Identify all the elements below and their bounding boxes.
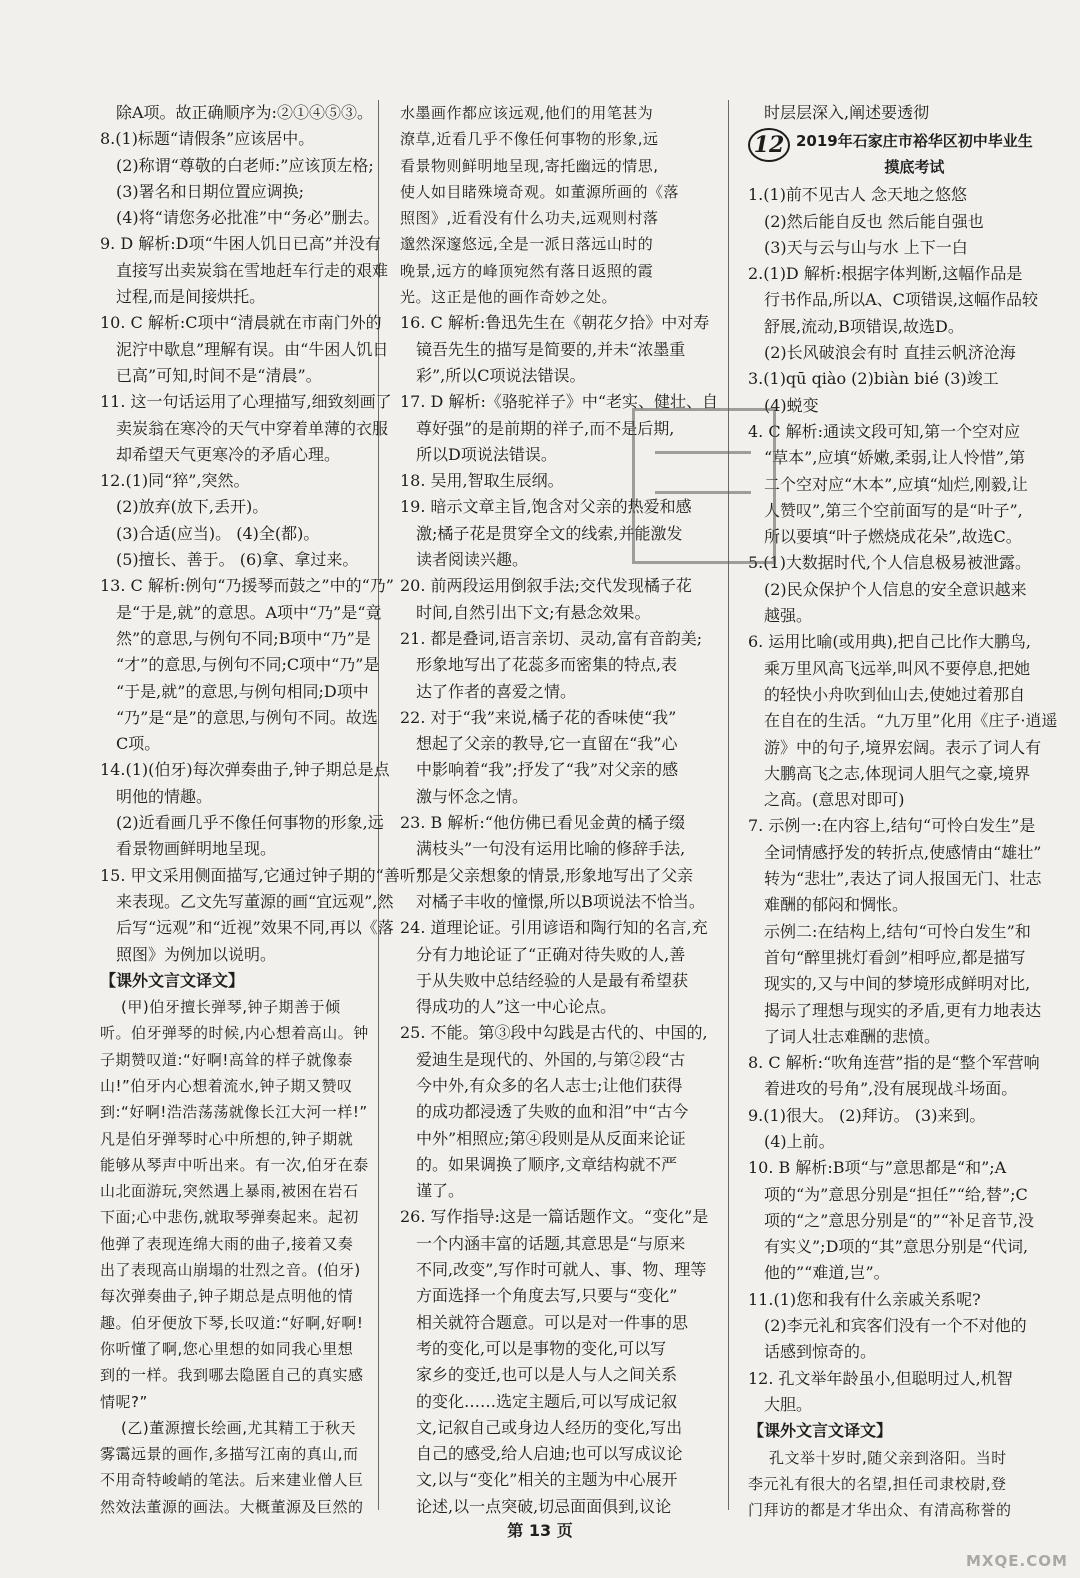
- text-line: 激与怀念之情。: [416, 786, 529, 806]
- text-line: (3)天与云与山与水 上下一白: [764, 237, 968, 257]
- text-line: 全词情感抒发的转折点,使感情由“雄壮”: [764, 842, 1042, 862]
- column-divider: [378, 100, 379, 1510]
- text-line: 照图》,近看没有什么功夫,远观则村落: [400, 209, 659, 228]
- text-line: 1.(1)前不见古人 念天地之悠悠: [748, 185, 968, 205]
- text-line: 23. B 解析:“他仿佛已看见金黄的橘子缀: [400, 813, 685, 833]
- text-line: 大胆。: [764, 1394, 813, 1414]
- text-line: 山北面游玩,突然遇上暴雨,被困在岩石: [100, 1182, 359, 1201]
- text-line: 的轻快小舟吹到仙山去,使她过着那自: [764, 684, 1026, 704]
- text-line: 26. 写作指导:这是一篇话题作文。“变化”是: [400, 1207, 709, 1227]
- text-line: 他的”“难道,岂”。: [764, 1263, 890, 1283]
- text-line: 邈然深邃悠远,全是一派日落远山时的: [400, 235, 654, 254]
- text-line: 游》中的句子,境界宏阔。表示了词人有: [764, 737, 1042, 757]
- text-line: (乙)董源擅长绘画,尤其精工于秋天: [121, 1418, 356, 1437]
- text-line: 20. 前两段运用倒叙手法;交代发现橘子花: [400, 576, 692, 596]
- text-line: 乘万里风高飞远举,叫风不要停息,把她: [764, 658, 1031, 678]
- text-line: 有实义”;D项的“其”意思分别是“代词,: [764, 1237, 1029, 1257]
- text-line: 文,以与“变化”相关的主题为中心展开: [416, 1470, 678, 1490]
- text-line: 【课外文言文译文】: [100, 970, 245, 990]
- text-line: 时层层深入,阐述要透彻: [764, 103, 930, 122]
- text-line: 然”的意思,与例句不同;B项中“乃”是: [116, 628, 371, 648]
- text-line: 了词人壮志难酬的悲愤。: [764, 1026, 941, 1046]
- text-line: 13. C 解析:例句“乃援琴而鼓之”中的“乃”: [100, 576, 394, 596]
- text-line: 论述,以一点突破,切忌面面俱到,议论: [416, 1496, 672, 1516]
- text-line: 下面;心中悲伤,就取琴弹奏起来。起初: [100, 1208, 359, 1227]
- text-line: 泥泞中歇息”理解有误。由“牛困人饥日: [116, 339, 389, 359]
- text-line: 谨了。: [416, 1181, 465, 1201]
- text-line: 12.(1)同“猝”,突然。: [100, 471, 250, 491]
- text-line: 每次弹奏曲子,钟子期总是点明他的情: [100, 1287, 354, 1306]
- text-line: 达了作者的喜爱之情。: [416, 681, 577, 701]
- column-right: [748, 100, 1058, 1523]
- text-line: 明他的情趣。: [116, 786, 213, 806]
- text-line: 门拜访的都是才华出众、有清高称誉的: [748, 1501, 1012, 1520]
- text-line: 过程,而是间接烘托。: [116, 287, 266, 307]
- watermark-url: MXQE.COM: [966, 1552, 1068, 1570]
- text-line: 9.(1)很大。 (2)拜访。 (3)来到。: [748, 1105, 986, 1125]
- text-line: 的变化……选定主题后,可以写成记叙: [416, 1391, 678, 1411]
- text-line: 【课外文言文译文】: [748, 1421, 893, 1441]
- text-line: 水墨画作都应该远观,他们的用笔甚为: [400, 104, 654, 122]
- text-line: 出了表现高山崩塌的壮烈之音。(伯牙): [100, 1261, 361, 1280]
- text-line: 彩”,所以C项说法错误。: [416, 365, 586, 385]
- text-line: 12. 孔文举年龄虽小,但聪明过人,机智: [748, 1368, 1013, 1388]
- text-line: 项的“为”意思分别是“担任”“给,替”;C: [764, 1184, 1028, 1204]
- exam-heading: [748, 128, 1038, 180]
- text-line: 今中外,有众多的名人志士;让他们获得: [416, 1075, 683, 1095]
- text-line: (2)长风破浪会有时 直挂云帆济沧海: [764, 343, 1016, 363]
- text-line: 读者阅读兴趣。: [416, 550, 529, 570]
- text-line: 中外”相照应;第④段则是从反面来论证: [416, 1128, 686, 1148]
- text-line: 5.(1)大数据时代,个人信息极易被泄露。: [748, 553, 1032, 573]
- text-line: 孔文举十岁时,随父亲到洛阳。当时: [769, 1448, 1007, 1467]
- text-line: 15. 甲文采用侧面描写,它通过钟子期的“善听”: [100, 865, 424, 885]
- text-line: (2)称谓“尊敬的白老师:”应该顶左格;: [116, 155, 374, 175]
- text-line: 着进攻的号角”,没有展现战斗场面。: [764, 1079, 1018, 1099]
- text-line: (2)李元礼和宾客们没有一个不对他的: [764, 1316, 1027, 1336]
- text-line: 到:“好啊!浩浩荡荡就像长江大河一样!”: [100, 1103, 368, 1122]
- text-line: 后写“远观”和“近视”效果不同,再以《落: [116, 918, 394, 938]
- text-line: 文,记叙自己或身边人经历的变化,写出: [416, 1417, 683, 1437]
- text-line: 3.(1)qū qiào (2)biàn bié (3)竣工: [748, 369, 999, 389]
- text-line: 24. 道理论证。引用谚语和陶行知的名言,充: [400, 918, 708, 938]
- text-line: 9. D 解析:D项“牛困人饥日已高”并没有: [100, 234, 381, 254]
- exam-title-line-2: 摸底考试: [884, 158, 945, 177]
- text-line: 使人如目睹殊境奇观。如董源所画的《落: [400, 182, 680, 201]
- text-line: (2)民众保护个人信息的安全意识越来: [764, 579, 1027, 599]
- text-line: 镜吾先生的描写是简要的,并未“浓墨重: [416, 339, 686, 359]
- text-line: 尊好强”的是前期的祥子,而不是后期,: [416, 418, 675, 438]
- text-line: (2)放弃(放下,丢开)。: [116, 497, 269, 517]
- text-line: 激;橘子花是贯穿全文的线索,并能激发: [416, 523, 683, 543]
- text-line: “于是,就”的意思,与例句相同;D项中: [116, 681, 369, 701]
- text-line: 得成功的人”这一中心论点。: [416, 997, 617, 1017]
- text-line: 难酬的郁闷和惆怅。: [764, 895, 909, 915]
- column-divider: [728, 100, 729, 1510]
- text-line: 看景物画鲜明地呈现。: [116, 839, 277, 859]
- text-line: 11.(1)您和我有什么亲戚关系呢?: [748, 1289, 981, 1309]
- text-line: 是“于是,就”的意思。A项中“乃”是“竟: [116, 602, 382, 622]
- column-right-answers: [748, 182, 1058, 1523]
- text-line: 对橘子丰收的憧憬,所以B项说法不恰当。: [416, 891, 705, 911]
- text-line: 雾霭远景的画作,多描写江南的真山,而: [100, 1445, 359, 1464]
- text-line: 他弹了表现连绵大雨的曲子,接着又奏: [100, 1234, 354, 1253]
- text-line: 首句“醉里挑灯看剑”相呼应,都是描写: [764, 947, 1026, 967]
- text-line: 项的“之”意思分别是“的”“补足音节,没: [764, 1210, 1034, 1230]
- text-line: (甲)伯牙擅长弹琴,钟子期善于倾: [121, 998, 341, 1017]
- text-line: 4. C 解析:通读文段可知,第一个空对应: [748, 421, 1021, 441]
- text-line: 17. D 解析:《骆驼祥子》中“老实、健壮、自: [400, 392, 719, 412]
- text-line: C项。: [116, 734, 161, 754]
- text-line: (4)蜕变: [764, 395, 819, 415]
- text-line: 揭示了理想与现实的矛盾,更有力地表达: [764, 1000, 1042, 1020]
- text-line: 然效法董源的画法。大概董源及巨然的: [100, 1497, 364, 1516]
- text-line: 到的一样。我到哪去隐匿自己的真实感: [100, 1366, 364, 1385]
- stamp-mark: [632, 408, 776, 564]
- watermark-logo: [892, 1500, 1052, 1550]
- text-line: 李元礼有很大的名望,担任司隶校尉,登: [748, 1474, 1007, 1493]
- text-line: 爱迪生是现代的、外国的,与第②段“古: [416, 1049, 686, 1069]
- text-line: 不用奇特峻峭的笔法。后来建业僧人巨: [100, 1471, 364, 1490]
- text-line: 凡是伯牙弹琴时心中所想的,钟子期就: [100, 1129, 354, 1148]
- text-line: 10. C 解析:C项中“清晨就在市南门外的: [100, 313, 382, 333]
- text-line: 25. 不能。第③段中勾践是古代的、中国的,: [400, 1023, 708, 1043]
- text-line: (3)合适(应当)。 (4)全(都)。: [116, 523, 320, 543]
- text-line: 2.(1)D 解析:根据字体判断,这幅作品是: [748, 264, 1023, 284]
- text-line: 人赞叹”,第三个空前面写的是“叶子”,: [764, 500, 1023, 520]
- text-line: 想起了父亲的教导,它一直留在“我”心: [416, 734, 678, 754]
- text-line: 山!”伯牙内心想着流水,钟子期又赞叹: [100, 1076, 353, 1095]
- text-line: 7. 示例一:在内容上,结句“可怜白发生”是: [748, 816, 1036, 836]
- text-line: 于从失败中总结经验的人是最有希望获: [416, 970, 689, 990]
- text-line: 示例二:在结构上,结句“可怜白发生”和: [764, 921, 1031, 941]
- text-line: “才”的意思,与例句不同;C项中“乃”是: [116, 655, 380, 675]
- text-line: 情呢?”: [100, 1392, 148, 1411]
- text-line: 行书作品,所以A、C项错误,这幅作品较: [764, 290, 1038, 310]
- text-line: 舒展,流动,B项错误,故选D。: [764, 316, 964, 336]
- text-line: 却希望天气更寒冷的矛盾心理。: [116, 444, 341, 464]
- text-line: 家乡的变迁,也可以是人与人之间关系: [416, 1365, 678, 1385]
- text-line: 听。伯牙弹琴的时候,内心想着高山。钟: [100, 1024, 369, 1043]
- text-line: 21. 都是叠词,语言亲切、灵动,富有音韵美;: [400, 628, 703, 648]
- text-line: 8.(1)标题“请假条”应该居中。: [100, 129, 315, 149]
- text-line: 子期赞叹道:“好啊!高耸的样子就像泰: [100, 1050, 353, 1069]
- text-line: 晚景,远方的峰顶宛然有落日返照的霞: [400, 261, 654, 280]
- text-line: (2)然后能自反也 然后能自强也: [764, 211, 984, 231]
- text-line: (3)署名和日期位置应调换;: [116, 181, 305, 201]
- text-line: 话感到惊奇的。: [764, 1342, 877, 1362]
- text-line: 直接写出卖炭翁在雪地赶车行走的艰难: [116, 260, 389, 280]
- text-line: 卖炭翁在寒冷的天气中穿着单薄的衣服: [116, 418, 389, 438]
- text-line: (2)近看画几乎不像任何事物的形象,远: [116, 813, 384, 833]
- text-line: 看景物则鲜明地呈现,寄托幽远的情思,: [400, 156, 659, 175]
- text-line: 方面选择一个角度去写,只要与“变化”: [416, 1286, 678, 1306]
- text-line: 时间,自然引出下文;有悬念效果。: [416, 602, 651, 622]
- text-line: 趣。伯牙便放下琴,长叹道:“好啊,好啊!: [100, 1313, 364, 1332]
- text-line: 考的变化,可以是事物的变化,可以写: [416, 1338, 667, 1358]
- column-middle: [400, 100, 719, 1520]
- text-line: 满枝头”一句没有运用比喻的修辞手法,: [416, 839, 686, 859]
- text-line: 18. 吴用,智取生辰纲。: [400, 471, 564, 491]
- text-line: 在自在的生活。“九万里”化用《庄子·逍遥: [764, 711, 1058, 731]
- text-line: 10. B 解析:B项“与”意思都是“和”;A: [748, 1158, 1007, 1178]
- text-line: 形象地写出了花蕊多而密集的特点,表: [416, 655, 678, 675]
- text-line: (4)将“请您务必批准”中“务必”删去。: [116, 208, 380, 228]
- text-line: 一个内涵丰富的话题,其意思是“与原来: [416, 1233, 686, 1253]
- text-line: 潦草,近看几乎不像任何事物的形象,远: [400, 130, 659, 149]
- text-line: 19. 暗示文章主旨,饱含对父亲的热爱和感: [400, 497, 692, 517]
- text-line: 的成功都浸透了失败的血和泪”中“古今: [416, 1102, 689, 1122]
- text-line: 相关就符合题意。可以是对一件事的思: [416, 1312, 689, 1332]
- text-line: 现实的,又与中间的梦境形成鲜明对比,: [764, 974, 1031, 994]
- text-line: 之高。(意思对即可): [764, 790, 905, 810]
- text-line: 14.(1)(伯牙)每次弹奏曲子,钟子期总是点: [100, 760, 390, 780]
- text-line: “乃”是“是”的意思,与例句不同。故选: [116, 707, 378, 727]
- text-line: 6. 运用比喻(或用典),把自己比作大鹏鸟,: [748, 632, 1032, 652]
- text-line: 那是父亲想象的情景,形象地写出了父亲: [416, 865, 694, 885]
- text-line: 照图》为例加以说明。: [116, 944, 277, 964]
- text-line: 除A项。故正确顺序为:②①④⑤③。: [116, 103, 373, 122]
- text-line: 的。如果调换了顺序,文章结构就不严: [416, 1154, 678, 1174]
- text-line: 能够从琴声中听出来。有一次,伯牙在泰: [100, 1155, 369, 1174]
- text-line: 大鹏高飞之志,体现词人胆气之豪,境界: [764, 763, 1031, 783]
- text-line: 二个空对应“木本”,应填“灿烂,刚毅,让: [764, 474, 1028, 494]
- text-line: 分有力地论证了“正确对待失败的人,善: [416, 944, 686, 964]
- text-line: 中影响着“我”;抒发了“我”对父亲的感: [416, 760, 679, 780]
- text-line: (4)上前。: [764, 1131, 835, 1151]
- text-line: 所以D项说法错误。: [416, 444, 557, 464]
- page-number: 第 13 页: [507, 1521, 573, 1540]
- text-line: 已高”可知,时间不是“清晨”。: [116, 365, 322, 385]
- text-line: “草本”,应填“娇嫩,柔弱,让人怜惜”,第: [764, 448, 1026, 468]
- text-line: 11. 这一句话运用了心理描写,细致刻画了: [100, 392, 392, 412]
- text-line: 你听懂了啊,您心里想的如同我心里想: [100, 1339, 354, 1358]
- text-line: 所以要填“叶子燃烧成花朵”,故选C。: [764, 527, 1022, 547]
- exam-title: [796, 128, 1033, 180]
- text-line: 8. C 解析:“吹角连营”指的是“整个军营响: [748, 1053, 1040, 1073]
- text-line: (5)擅长、善于。 (6)拿、拿过来。: [116, 550, 359, 570]
- text-line: 光。这正是他的画作奇妙之处。: [400, 288, 618, 307]
- column-right-continuation: [748, 100, 1038, 126]
- text-line: 转为“悲壮”,表达了词人报国无门、壮志: [764, 869, 1042, 889]
- text-line: 自己的感受,给人启迪;也可以写成议论: [416, 1444, 683, 1464]
- exam-number-badge: 12: [748, 128, 790, 162]
- text-line: 来表现。乙文先写董源的画“宜远观”,然: [116, 891, 394, 911]
- exam-title-line-1: 2019年石家庄市裕华区初中毕业生: [796, 132, 1033, 151]
- text-line: 16. C 解析:鲁迅先生在《朝花夕拾》中对寿: [400, 313, 710, 333]
- text-line: 越强。: [764, 606, 813, 626]
- text-line: 22. 对于“我”来说,橘子花的香味使“我”: [400, 707, 677, 727]
- text-line: 不同,改变”,写作时可就人、事、物、理等: [416, 1260, 707, 1280]
- column-left: [100, 100, 424, 1520]
